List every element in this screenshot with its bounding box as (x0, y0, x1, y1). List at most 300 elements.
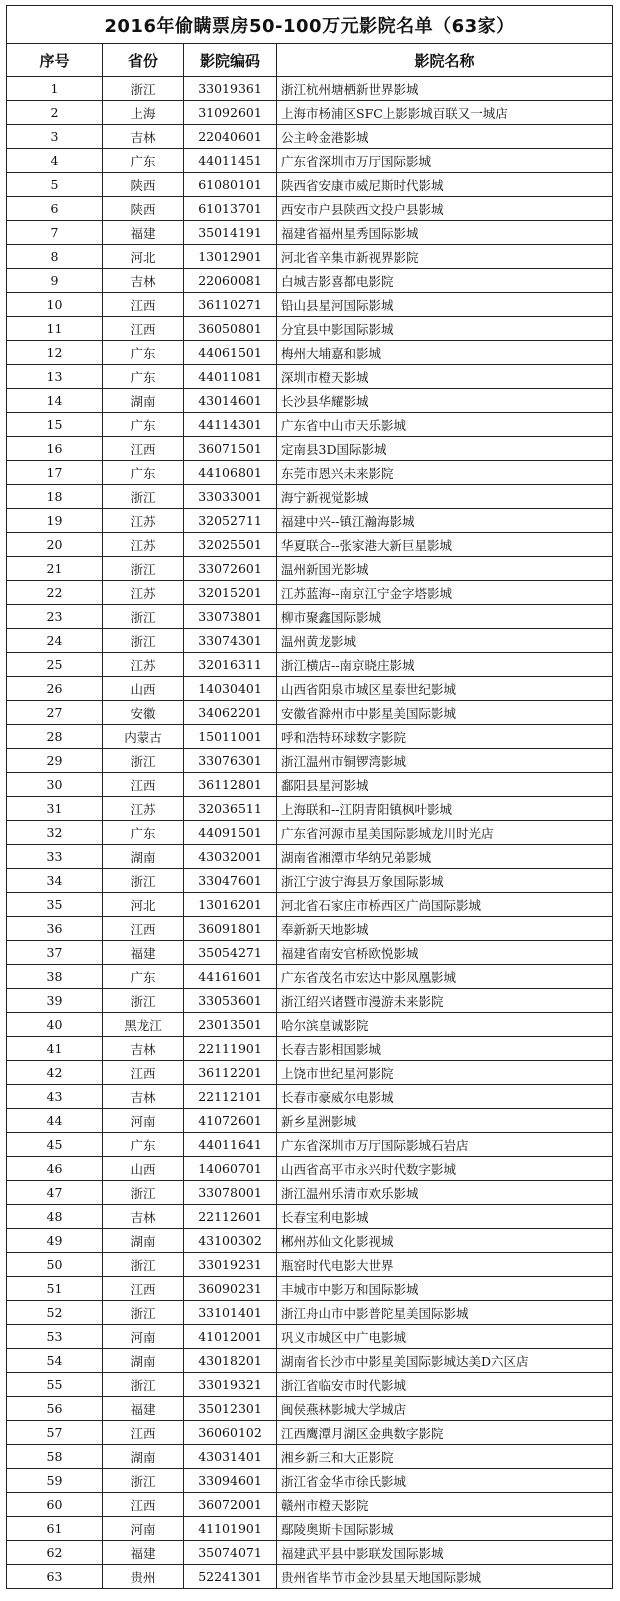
cell-index: 54 (7, 1349, 103, 1373)
cell-name: 上饶市世纪星河影院 (277, 1061, 613, 1085)
cell-province: 浙江 (103, 1373, 184, 1397)
cell-province: 广东 (103, 149, 184, 173)
cell-code: 15011001 (184, 725, 277, 749)
cell-code: 22112101 (184, 1085, 277, 1109)
cell-code: 43031401 (184, 1445, 277, 1469)
cell-index: 35 (7, 893, 103, 917)
cell-province: 浙江 (103, 1181, 184, 1205)
table-row (7, 605, 613, 629)
cell-province: 吉林 (103, 269, 184, 293)
cell-province: 湖南 (103, 1229, 184, 1253)
table-row (7, 917, 613, 941)
cell-province: 广东 (103, 821, 184, 845)
cell-name: 铅山县星河国际影城 (277, 293, 613, 317)
cell-province: 江西 (103, 917, 184, 941)
cell-code: 33019361 (184, 77, 277, 101)
cell-code: 23013501 (184, 1013, 277, 1037)
cell-code: 36050801 (184, 317, 277, 341)
cell-code: 33094601 (184, 1469, 277, 1493)
table-row (7, 1445, 613, 1469)
cell-index: 53 (7, 1325, 103, 1349)
cell-code: 35074071 (184, 1541, 277, 1565)
cell-name: 广东省河源市星美国际影城龙川时光店 (277, 821, 613, 845)
cell-index: 37 (7, 941, 103, 965)
table-row (7, 1229, 613, 1253)
cell-province: 吉林 (103, 1037, 184, 1061)
column-header-code: 影院编码 (184, 44, 277, 77)
table-row (7, 1469, 613, 1493)
table-row (7, 1565, 613, 1589)
cell-name: 湖南省湘潭市华纳兄弟影城 (277, 845, 613, 869)
cell-province: 江西 (103, 1493, 184, 1517)
cell-code: 43018201 (184, 1349, 277, 1373)
table-row (7, 1157, 613, 1181)
table-row (7, 461, 613, 485)
table-row (7, 389, 613, 413)
cell-code: 33073801 (184, 605, 277, 629)
table-row (7, 533, 613, 557)
cell-index: 25 (7, 653, 103, 677)
cell-province: 浙江 (103, 557, 184, 581)
cell-code: 32036511 (184, 797, 277, 821)
table-row (7, 149, 613, 173)
cell-name: 长春宝利电影城 (277, 1205, 613, 1229)
cell-province: 浙江 (103, 1253, 184, 1277)
table-row (7, 677, 613, 701)
table-row (7, 1061, 613, 1085)
cell-index: 40 (7, 1013, 103, 1037)
table-row (7, 341, 613, 365)
cell-code: 41101901 (184, 1517, 277, 1541)
cell-index: 11 (7, 317, 103, 341)
cell-name: 白城吉影喜都电影院 (277, 269, 613, 293)
cell-index: 3 (7, 125, 103, 149)
cell-name: 浙江横店--南京晓庄影城 (277, 653, 613, 677)
table-row (7, 197, 613, 221)
cell-index: 61 (7, 1517, 103, 1541)
table-row (7, 269, 613, 293)
cell-index: 36 (7, 917, 103, 941)
cell-index: 18 (7, 485, 103, 509)
cell-name: 浙江舟山市中影普陀星美国际影城 (277, 1301, 613, 1325)
cell-code: 44061501 (184, 341, 277, 365)
cell-province: 吉林 (103, 125, 184, 149)
cell-name: 西安市户县陕西文投户县影城 (277, 197, 613, 221)
cell-index: 39 (7, 989, 103, 1013)
cell-code: 43032001 (184, 845, 277, 869)
table-row (7, 1253, 613, 1277)
cell-name: 广东省茂名市宏达中影凤凰影城 (277, 965, 613, 989)
cell-province: 浙江 (103, 77, 184, 101)
cell-index: 57 (7, 1421, 103, 1445)
cell-code: 33101401 (184, 1301, 277, 1325)
cell-code: 22040601 (184, 125, 277, 149)
cell-province: 广东 (103, 1133, 184, 1157)
table-row (7, 173, 613, 197)
table-row (7, 725, 613, 749)
cell-index: 19 (7, 509, 103, 533)
table-row (7, 821, 613, 845)
cell-province: 吉林 (103, 1085, 184, 1109)
cell-index: 48 (7, 1205, 103, 1229)
cell-code: 33053601 (184, 989, 277, 1013)
cell-name: 温州新国光影城 (277, 557, 613, 581)
cell-name: 东莞市恩兴未来影院 (277, 461, 613, 485)
cell-province: 浙江 (103, 605, 184, 629)
cell-province: 江苏 (103, 581, 184, 605)
cell-index: 59 (7, 1469, 103, 1493)
cell-code: 36112801 (184, 773, 277, 797)
cell-name: 上海市杨浦区SFC上影影城百联又一城店 (277, 101, 613, 125)
cell-code: 36072001 (184, 1493, 277, 1517)
cell-index: 21 (7, 557, 103, 581)
cell-name: 河北省石家庄市桥西区广尚国际影城 (277, 893, 613, 917)
cell-province: 陕西 (103, 173, 184, 197)
cell-index: 26 (7, 677, 103, 701)
cell-code: 33074301 (184, 629, 277, 653)
cell-province: 浙江 (103, 749, 184, 773)
cell-code: 14030401 (184, 677, 277, 701)
cell-province: 山西 (103, 1157, 184, 1181)
table-row (7, 221, 613, 245)
cell-name: 福建省福州星秀国际影城 (277, 221, 613, 245)
table-row (7, 797, 613, 821)
cell-index: 33 (7, 845, 103, 869)
cell-province: 黑龙江 (103, 1013, 184, 1037)
table-row (7, 1325, 613, 1349)
table-row (7, 1421, 613, 1445)
cell-code: 36091801 (184, 917, 277, 941)
table-row (7, 1301, 613, 1325)
cell-province: 福建 (103, 221, 184, 245)
cell-index: 5 (7, 173, 103, 197)
cell-code: 35054271 (184, 941, 277, 965)
cell-name: 江苏蓝海--南京江宁金字塔影城 (277, 581, 613, 605)
cell-province: 内蒙古 (103, 725, 184, 749)
cell-index: 34 (7, 869, 103, 893)
cell-index: 51 (7, 1277, 103, 1301)
cell-index: 38 (7, 965, 103, 989)
cell-index: 41 (7, 1037, 103, 1061)
table-row (7, 245, 613, 269)
cell-code: 36060102 (184, 1421, 277, 1445)
cell-index: 23 (7, 605, 103, 629)
cell-name: 闽侯燕林影城大学城店 (277, 1397, 613, 1421)
cell-code: 13012901 (184, 245, 277, 269)
cell-index: 27 (7, 701, 103, 725)
cell-index: 30 (7, 773, 103, 797)
cell-province: 上海 (103, 101, 184, 125)
cell-code: 52241301 (184, 1565, 277, 1589)
cell-code: 33019231 (184, 1253, 277, 1277)
column-header-province: 省份 (103, 44, 184, 77)
table-row (7, 893, 613, 917)
cell-index: 52 (7, 1301, 103, 1325)
cell-index: 7 (7, 221, 103, 245)
table-row (7, 845, 613, 869)
cell-name: 丰城市中影万和国际影城 (277, 1277, 613, 1301)
cell-province: 福建 (103, 1397, 184, 1421)
cell-province: 陕西 (103, 197, 184, 221)
table-row (7, 749, 613, 773)
cell-name: 江西鹰潭月湖区金典数字影院 (277, 1421, 613, 1445)
table-row (7, 1517, 613, 1541)
cell-name: 华夏联合--张家港大新巨星影城 (277, 533, 613, 557)
cell-index: 24 (7, 629, 103, 653)
cell-name: 湖南省长沙市中影星美国际影城达美D六区店 (277, 1349, 613, 1373)
cell-index: 50 (7, 1253, 103, 1277)
cell-province: 河南 (103, 1517, 184, 1541)
cell-province: 河南 (103, 1109, 184, 1133)
cell-name: 福建省南安官桥欧悦影城 (277, 941, 613, 965)
cell-province: 贵州 (103, 1565, 184, 1589)
cell-province: 湖南 (103, 845, 184, 869)
cinema-table (6, 5, 613, 1589)
cell-index: 49 (7, 1229, 103, 1253)
cell-name: 梅州大埔嘉和影城 (277, 341, 613, 365)
cell-name: 巩义市城区中广电影城 (277, 1325, 613, 1349)
cell-province: 江苏 (103, 797, 184, 821)
cell-name: 湘乡新三和大正影院 (277, 1445, 613, 1469)
cell-province: 河北 (103, 893, 184, 917)
table-row (7, 1013, 613, 1037)
table-row (7, 413, 613, 437)
table-row (7, 293, 613, 317)
cell-province: 福建 (103, 1541, 184, 1565)
cell-name: 鄱阳县星河影城 (277, 773, 613, 797)
cell-province: 广东 (103, 965, 184, 989)
cell-province: 江西 (103, 437, 184, 461)
table-row (7, 1493, 613, 1517)
cell-province: 广东 (103, 365, 184, 389)
header-row (7, 44, 613, 77)
cell-code: 44161601 (184, 965, 277, 989)
cell-province: 江西 (103, 293, 184, 317)
cell-province: 湖南 (103, 1445, 184, 1469)
cell-name: 河北省辛集市新视界影院 (277, 245, 613, 269)
cell-name: 浙江省临安市时代影城 (277, 1373, 613, 1397)
cell-province: 江苏 (103, 509, 184, 533)
cell-index: 45 (7, 1133, 103, 1157)
cell-name: 广东省中山市天乐影城 (277, 413, 613, 437)
cinema-list-sheet (6, 5, 612, 1589)
table-row (7, 1181, 613, 1205)
cell-code: 33019321 (184, 1373, 277, 1397)
table-row (7, 1397, 613, 1421)
cell-code: 33076301 (184, 749, 277, 773)
cell-index: 14 (7, 389, 103, 413)
cell-province: 江西 (103, 317, 184, 341)
cell-name: 奉新新天地影城 (277, 917, 613, 941)
cell-province: 浙江 (103, 989, 184, 1013)
cell-province: 浙江 (103, 1301, 184, 1325)
cell-province: 山西 (103, 677, 184, 701)
cell-code: 33033001 (184, 485, 277, 509)
table-row (7, 1349, 613, 1373)
cell-index: 55 (7, 1373, 103, 1397)
cell-name: 新乡星洲影城 (277, 1109, 613, 1133)
cell-code: 32016311 (184, 653, 277, 677)
cell-index: 31 (7, 797, 103, 821)
cell-code: 22111901 (184, 1037, 277, 1061)
cell-code: 41012001 (184, 1325, 277, 1349)
cell-province: 江西 (103, 1421, 184, 1445)
cell-name: 浙江温州乐清市欢乐影城 (277, 1181, 613, 1205)
cell-index: 32 (7, 821, 103, 845)
cell-index: 60 (7, 1493, 103, 1517)
cell-code: 44091501 (184, 821, 277, 845)
cell-province: 广东 (103, 341, 184, 365)
cell-name: 郴州苏仙文化影视城 (277, 1229, 613, 1253)
cell-code: 61013701 (184, 197, 277, 221)
cell-index: 62 (7, 1541, 103, 1565)
cell-name: 广东省深圳市万厅国际影城 (277, 149, 613, 173)
cell-province: 河南 (103, 1325, 184, 1349)
cell-index: 58 (7, 1445, 103, 1469)
cell-province: 广东 (103, 413, 184, 437)
table-row (7, 77, 613, 101)
cell-code: 41072601 (184, 1109, 277, 1133)
cell-province: 安徽 (103, 701, 184, 725)
cell-name: 浙江省金华市徐氏影城 (277, 1469, 613, 1493)
cell-index: 47 (7, 1181, 103, 1205)
cell-code: 44011081 (184, 365, 277, 389)
cell-code: 33072601 (184, 557, 277, 581)
cell-index: 8 (7, 245, 103, 269)
cell-code: 32052711 (184, 509, 277, 533)
cell-name: 浙江绍兴诸暨市漫游未来影院 (277, 989, 613, 1013)
cell-name: 呼和浩特环球数字影院 (277, 725, 613, 749)
table-row (7, 965, 613, 989)
cell-index: 20 (7, 533, 103, 557)
cell-province: 河北 (103, 245, 184, 269)
table-row (7, 653, 613, 677)
cell-index: 10 (7, 293, 103, 317)
cell-code: 61080101 (184, 173, 277, 197)
table-row (7, 125, 613, 149)
cell-province: 湖南 (103, 389, 184, 413)
cell-index: 2 (7, 101, 103, 125)
cell-name: 瓶窑时代电影大世界 (277, 1253, 613, 1277)
cell-code: 43014601 (184, 389, 277, 413)
cell-name: 赣州市橙天影院 (277, 1493, 613, 1517)
cell-index: 63 (7, 1565, 103, 1589)
cell-index: 6 (7, 197, 103, 221)
cell-name: 浙江温州市铜锣湾影城 (277, 749, 613, 773)
cell-index: 44 (7, 1109, 103, 1133)
cell-name: 哈尔滨皇诚影院 (277, 1013, 613, 1037)
cell-index: 17 (7, 461, 103, 485)
cell-province: 浙江 (103, 485, 184, 509)
cell-name: 山西省高平市永兴时代数字影城 (277, 1157, 613, 1181)
table-row (7, 581, 613, 605)
cell-code: 44011451 (184, 149, 277, 173)
cell-name: 温州黄龙影城 (277, 629, 613, 653)
cell-code: 44106801 (184, 461, 277, 485)
cell-code: 36112201 (184, 1061, 277, 1085)
table-row (7, 629, 613, 653)
cell-name: 鄢陵奥斯卡国际影城 (277, 1517, 613, 1541)
cell-name: 福建中兴--镇江瀚海影城 (277, 509, 613, 533)
table-row (7, 773, 613, 797)
cell-name: 长春市豪威尔电影城 (277, 1085, 613, 1109)
cell-index: 46 (7, 1157, 103, 1181)
cell-index: 22 (7, 581, 103, 605)
cell-province: 广东 (103, 461, 184, 485)
cell-name: 山西省阳泉市城区星泰世纪影城 (277, 677, 613, 701)
cell-province: 湖南 (103, 1349, 184, 1373)
cell-province: 浙江 (103, 1469, 184, 1493)
cell-code: 44011641 (184, 1133, 277, 1157)
cell-index: 42 (7, 1061, 103, 1085)
table-title: 2016年偷瞒票房50-100万元影院名单（63家） (7, 6, 613, 44)
cell-code: 13016201 (184, 893, 277, 917)
cell-name: 深圳市橙天影城 (277, 365, 613, 389)
cell-name: 贵州省毕节市金沙县星天地国际影城 (277, 1565, 613, 1589)
column-header-name: 影院名称 (277, 44, 613, 77)
cell-name: 安徽省滁州市中影星美国际影城 (277, 701, 613, 725)
cell-code: 34062201 (184, 701, 277, 725)
table-row (7, 701, 613, 725)
cell-code: 33047601 (184, 869, 277, 893)
table-row (7, 1541, 613, 1565)
cell-province: 浙江 (103, 629, 184, 653)
table-row (7, 317, 613, 341)
cell-index: 43 (7, 1085, 103, 1109)
table-row (7, 365, 613, 389)
cell-name: 长春吉影相国影城 (277, 1037, 613, 1061)
cell-index: 56 (7, 1397, 103, 1421)
table-row (7, 485, 613, 509)
table-row (7, 509, 613, 533)
cell-code: 22112601 (184, 1205, 277, 1229)
cell-name: 广东省深圳市万厅国际影城石岩店 (277, 1133, 613, 1157)
table-row (7, 1277, 613, 1301)
cell-name: 柳市聚鑫国际影城 (277, 605, 613, 629)
cell-name: 定南县3D国际影城 (277, 437, 613, 461)
cell-province: 福建 (103, 941, 184, 965)
cell-name: 上海联和--江阴青阳镇枫叶影城 (277, 797, 613, 821)
cell-name: 公主岭金港影城 (277, 125, 613, 149)
cell-code: 14060701 (184, 1157, 277, 1181)
table-row (7, 1037, 613, 1061)
column-header-index: 序号 (7, 44, 103, 77)
cell-index: 16 (7, 437, 103, 461)
cell-code: 44114301 (184, 413, 277, 437)
cell-code: 36110271 (184, 293, 277, 317)
cell-code: 36090231 (184, 1277, 277, 1301)
cell-name: 浙江宁波宁海县万象国际影城 (277, 869, 613, 893)
cell-index: 12 (7, 341, 103, 365)
cell-code: 43100302 (184, 1229, 277, 1253)
cell-code: 32025501 (184, 533, 277, 557)
cell-index: 29 (7, 749, 103, 773)
cell-province: 江西 (103, 773, 184, 797)
table-row (7, 557, 613, 581)
cell-name: 浙江杭州塘栖新世界影城 (277, 77, 613, 101)
cell-name: 分宜县中影国际影城 (277, 317, 613, 341)
cell-name: 长沙县华耀影城 (277, 389, 613, 413)
cell-province: 江西 (103, 1277, 184, 1301)
table-row (7, 101, 613, 125)
cell-code: 33078001 (184, 1181, 277, 1205)
cell-province: 浙江 (103, 869, 184, 893)
table-row (7, 1205, 613, 1229)
cell-code: 35014191 (184, 221, 277, 245)
cell-province: 江西 (103, 1061, 184, 1085)
cell-code: 22060081 (184, 269, 277, 293)
cell-index: 15 (7, 413, 103, 437)
